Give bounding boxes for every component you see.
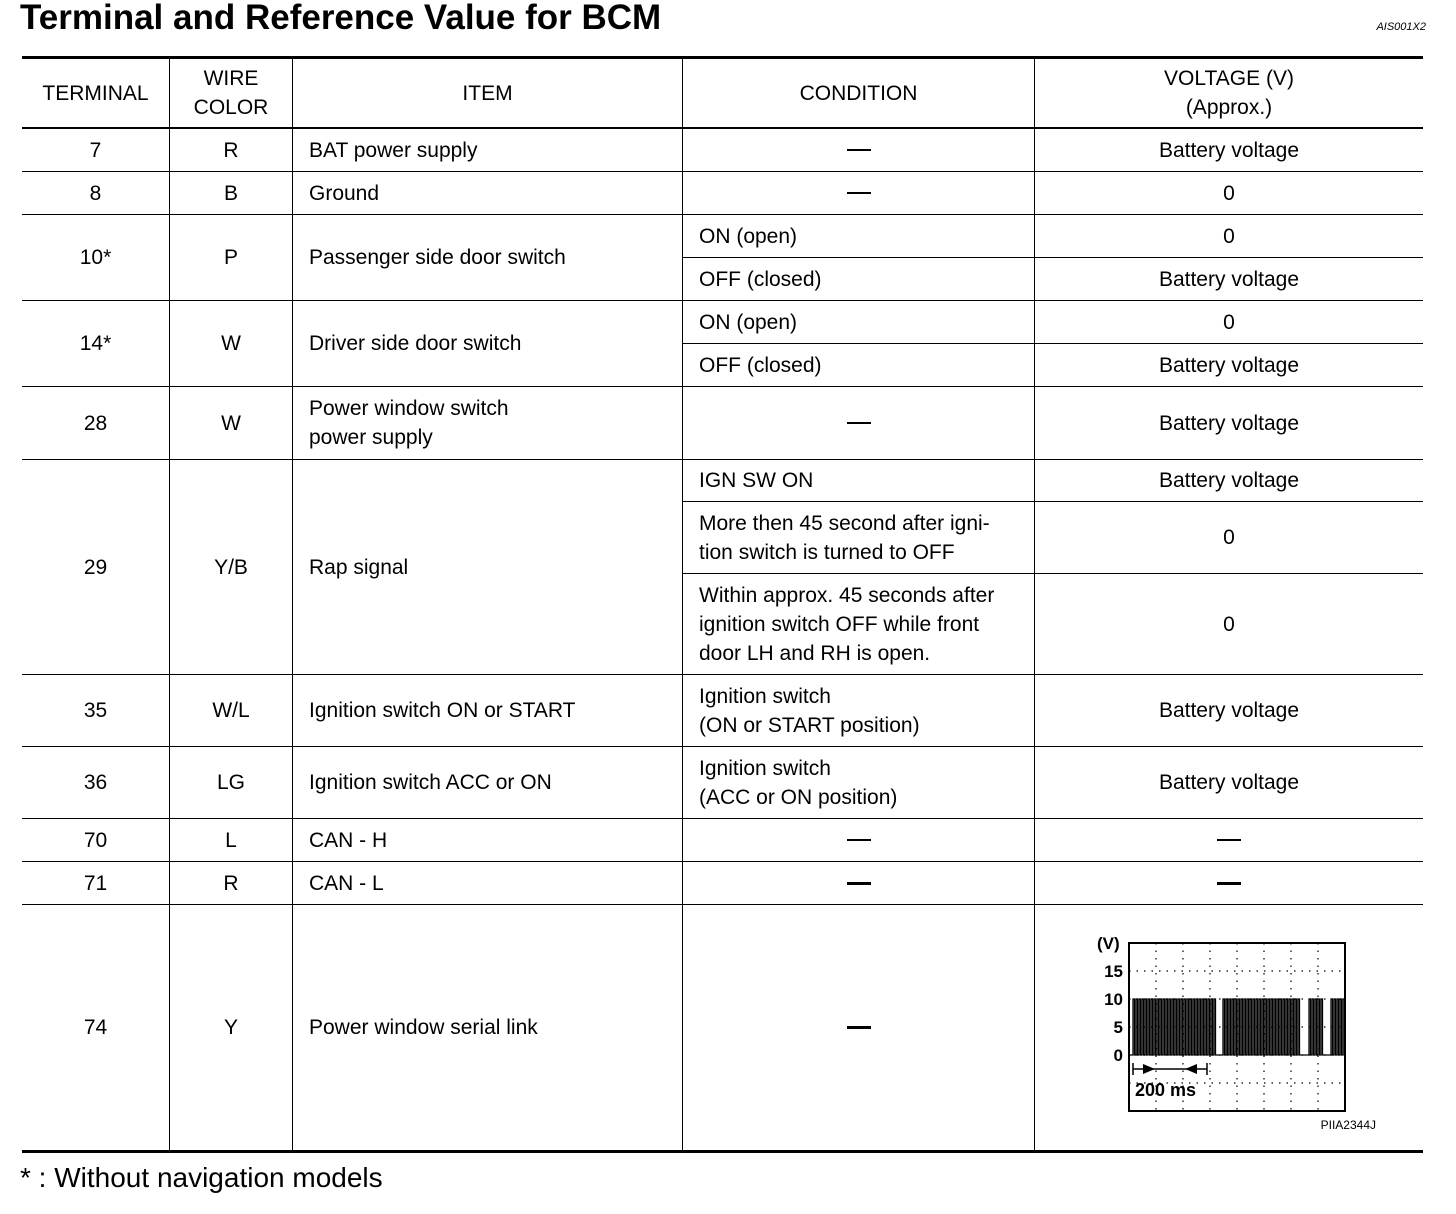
voltage-cell: Battery voltage — [1035, 747, 1423, 819]
terminal-cell: 28 — [22, 387, 170, 460]
voltage-cell: Battery voltage — [1035, 258, 1423, 301]
dash-mark — [1217, 839, 1241, 841]
voltage-cell: Battery voltage — [1035, 460, 1423, 502]
wire-color-cell: Y/B — [170, 460, 293, 675]
waveform-y-tick: 0 — [1113, 1046, 1123, 1065]
waveform-time-label: 200 ms — [1135, 1080, 1197, 1100]
voltage-cell: 0 — [1035, 301, 1423, 344]
dash-mark — [847, 192, 871, 194]
header-item: ITEM — [293, 59, 683, 129]
condition-cell — [683, 819, 1035, 862]
waveform-unit-label: (V) — [1097, 934, 1120, 953]
wire-color-cell: B — [170, 172, 293, 215]
header-voltage: VOLTAGE (V) (Approx.) — [1035, 59, 1423, 129]
page-title: Terminal and Reference Value for BCM — [20, 0, 662, 37]
item-cell: Ignition switch ACC or ON — [293, 747, 683, 819]
voltage-cell — [1035, 819, 1423, 862]
header-wire-color: WIRE COLOR — [170, 59, 293, 129]
header-terminal: TERMINAL — [22, 59, 170, 129]
waveform-trace — [1129, 999, 1346, 1055]
dash-mark — [1217, 882, 1241, 885]
condition-cell: ON (open) — [683, 301, 1035, 344]
condition-cell: Within approx. 45 seconds after ignition switch OFF while front door LH and RH is open. — [683, 574, 1035, 675]
reference-code: AIS001X2 — [1376, 21, 1426, 33]
condition-cell: IGN SW ON — [683, 460, 1035, 502]
item-cell: CAN - L — [293, 862, 683, 905]
condition-cell — [683, 905, 1035, 1150]
item-cell: Passenger side door switch — [293, 215, 683, 301]
waveform-figure — [1095, 933, 1355, 1123]
item-cell: CAN - H — [293, 819, 683, 862]
waveform-y-tick: 5 — [1113, 1018, 1123, 1037]
voltage-cell: 0 — [1035, 172, 1423, 215]
condition-cell: Ignition switch (ACC or ON position) — [683, 747, 1035, 819]
voltage-cell — [1035, 905, 1423, 1150]
wire-color-cell: W/L — [170, 675, 293, 747]
wire-color-cell: R — [170, 129, 293, 172]
voltage-cell: Battery voltage — [1035, 675, 1423, 747]
terminal-cell: 70 — [22, 819, 170, 862]
condition-cell — [683, 862, 1035, 905]
voltage-cell: 0 — [1035, 502, 1423, 574]
footnote: * : Without navigation models — [20, 1162, 383, 1193]
item-cell: Rap signal — [293, 460, 683, 675]
terminal-cell: 36 — [22, 747, 170, 819]
wire-color-cell: Y — [170, 905, 293, 1150]
dash-mark — [847, 149, 871, 151]
wire-color-cell: W — [170, 301, 293, 387]
voltage-cell: Battery voltage — [1035, 344, 1423, 387]
terminal-cell: 7 — [22, 129, 170, 172]
wire-color-cell: W — [170, 387, 293, 460]
waveform-signal — [1129, 999, 1346, 1055]
dash-mark — [847, 839, 871, 841]
terminal-cell: 71 — [22, 862, 170, 905]
voltage-cell — [1035, 862, 1423, 905]
terminal-cell: 14* — [22, 301, 170, 387]
header-condition: CONDITION — [683, 59, 1035, 129]
condition-cell — [683, 387, 1035, 460]
item-cell: Power window serial link — [293, 905, 683, 1150]
terminal-cell: 8 — [22, 172, 170, 215]
item-cell: Ground — [293, 172, 683, 215]
condition-cell: More then 45 second after igni- tion switch is turned to OFF — [683, 502, 1035, 574]
terminal-cell: 29 — [22, 460, 170, 675]
waveform-y-tick: 15 — [1104, 962, 1123, 981]
waveform-y-tick: 10 — [1104, 990, 1123, 1009]
terminal-cell: 74 — [22, 905, 170, 1150]
wire-color-cell: LG — [170, 747, 293, 819]
dash-mark — [847, 422, 871, 424]
dash-mark — [847, 1026, 871, 1029]
item-cell: BAT power supply — [293, 129, 683, 172]
figure-code: PIIA2344J — [1320, 1118, 1376, 1132]
wire-color-cell: P — [170, 215, 293, 301]
voltage-cell: Battery voltage — [1035, 129, 1423, 172]
wire-color-cell: L — [170, 819, 293, 862]
terminal-cell: 10* — [22, 215, 170, 301]
condition-cell: OFF (closed) — [683, 344, 1035, 387]
condition-cell — [683, 172, 1035, 215]
bcm-terminal-table — [22, 56, 1423, 1153]
item-cell: Power window switch power supply — [293, 387, 683, 460]
voltage-cell: 0 — [1035, 574, 1423, 675]
voltage-cell: 0 — [1035, 215, 1423, 258]
condition-cell: Ignition switch (ON or START position) — [683, 675, 1035, 747]
time-scale-arrow — [1133, 1063, 1207, 1075]
wire-color-cell: R — [170, 862, 293, 905]
item-cell: Driver side door switch — [293, 301, 683, 387]
condition-cell — [683, 129, 1035, 172]
condition-cell: OFF (closed) — [683, 258, 1035, 301]
voltage-cell: Battery voltage — [1035, 387, 1423, 460]
item-cell: Ignition switch ON or START — [293, 675, 683, 747]
condition-cell: ON (open) — [683, 215, 1035, 258]
terminal-cell: 35 — [22, 675, 170, 747]
dash-mark — [847, 882, 871, 885]
